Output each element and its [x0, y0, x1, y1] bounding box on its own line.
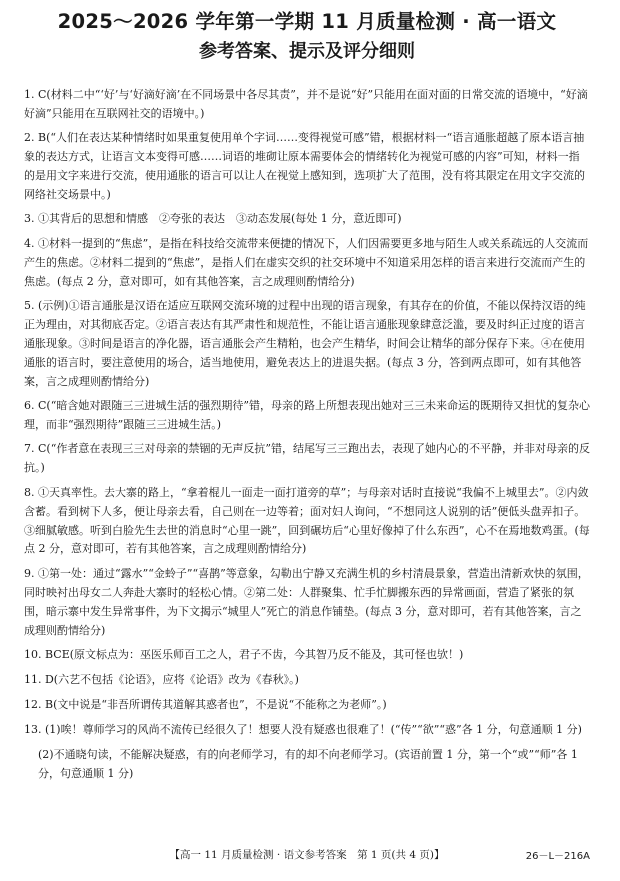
answer-3: 3. ①其背后的思想和情感 ②夸张的表达 ③动态发展(每处 1 分，意近即可)	[24, 212, 402, 226]
page-title: 2025～2026 学年第一学期 11 月质量检测 · 高一语文	[57, 10, 557, 33]
answer-12: 12. B(文中说是“非吾所谓传其道解其惑者也”，不是说“不能称之为老师”。)	[24, 697, 387, 711]
answer-list	[24, 86, 590, 783]
answer-10: 10. BCE(原文标点为：巫医乐师百工之人，君子不齿，今其智乃反不能及，其可怪也欤！)	[24, 647, 464, 661]
answer-4: 4. ①材料一提到的“焦虑”，是指在科技给交流带来便捷的情况下，人们因需要更多地与陌生人或关系疏远的人交流而产生的焦虑。②材料二提到的“焦虑”，是指人们在虚实交织的社交环境中不知道采用怎样的语言来进行交流而产生的焦虑。(每点 2 分，意对即可，如有其他答案，言之成理则酌情给分)	[24, 236, 589, 288]
answer-5: 5. (示例)①语言通胀是汉语在适应互联网交流环境的过程中出现的语言现象，有其存在的价值，不能以保持汉语的纯正为理由，对其彻底否定。②语言表达有其严肃性和规范性，不能让语言通胀现象肆意泛滥，要及时纠正过度的语言通胀现象。③时间是语言的净化器，语言通胀会产生精粕，也会产生精华，时间会让精华的部分保存下来。④在使用通胀的语言时，要注意使用的场合，适当地使用，避免表达上的进退失据。(每点 3 分，答到两点即可，如有其他答案，言之成理则酌情给分)	[24, 299, 586, 388]
footer-text: 【高一 11 月质量检测 · 语文参考答案 第 1 页(共 4 页)】	[169, 849, 445, 861]
answer-2: 2. B(“人们在表达某种情绪时如果重复使用单个字词……变得视觉可感”错，根据材料一“语言通胀超越了原本语言抽象的表达方式，让语言文本变得可感……词语的堆砌让原本需要体会的情绪转化为视觉可感的内容”可知，材料一指的是用文字来进行交流，使用通胀的语言可以让人在视觉上感知到，选项扩大了范围，没有将其限定在用文字交流的网络社交场景中。)	[24, 131, 585, 202]
answer-1: 1. C(材料二中“‘好’与‘好滴好滴’在不同场景中各尽其责”，并不是说“好”只能用在面对面的日常交流的语境中，“好滴好滴”只能用在互联网社交的语境中。)	[24, 88, 588, 120]
answer-9: 9. ①第一处：通过“露水”“金蛉子”“喜鹊”等意象，勾勒出宁静又充满生机的乡村清晨景象，营造出清新欢快的氛围，同时映衬出母女二人奔赴大寨时的轻松心情。②第二处：人群聚集、忙手忙脚搬东西的异常画面，营造了紧张的氛围，暗示寨中发生异常事件，为下文揭示“城里人”死亡的消息作铺垫。(每点 3 分，意对即可，若有其他答案，言之成理则酌情给分)	[24, 566, 589, 637]
answer-11: 11. D(六艺不包括《论语》，应将《论语》改为《春秋》。)	[24, 672, 299, 686]
page-footer	[24, 847, 590, 862]
answer-6: 6. C(“暗含她对跟随三三进城生活的强烈期待”错，母亲的路上所想表现出她对三三未来命运的既期待又担忧的复杂心理，而非“强烈期待”跟随三三进城生活。)	[24, 399, 590, 431]
answer-8: 8. ①天真率性。去大寨的路上，“拿着棍儿一面走一面打道旁的草”；与母亲对话时直接说“我偏不上城里去”。②内敛含蓄。看到树下人多，便让母亲去看，自己则在一边等着；面对妇人询问，“不想同这人说别的话”便低头盘弄扣子。③细腻敏感。听到白脸先生去世的消息时“心里一跳”，回到碾坊后“心里好像掉了什么东西”，心不在焉地数鸡蛋。(每点 2 分，意对即可，若有其他答案，言之成理则酌情给分)	[24, 485, 590, 556]
answer-13-part-1: 13. (1)唉！尊师学习的风尚不流传已经很久了！想要人没有疑惑也很难了！(“传”“欲”“惑”各 1 分，句意通顺 1 分)	[24, 722, 582, 736]
answer-13-part-2: (2)不通晓句读，不能解决疑惑，有的向老师学习，有的却不向老师学习。(宾语前置 1 分，第一个“或”“师”各 1 分，句意通顺 1 分)	[38, 747, 578, 780]
page-subtitle: 参考答案、提示及评分细则	[199, 41, 415, 62]
answer-7: 7. C(“作者意在表现三三对母亲的禁锢的无声反抗”错，结尾写三三跑出去，表现了她内心的不平静，并非对母亲的反抗。)	[24, 442, 590, 475]
footer-code: 26－L－216A	[525, 851, 590, 862]
